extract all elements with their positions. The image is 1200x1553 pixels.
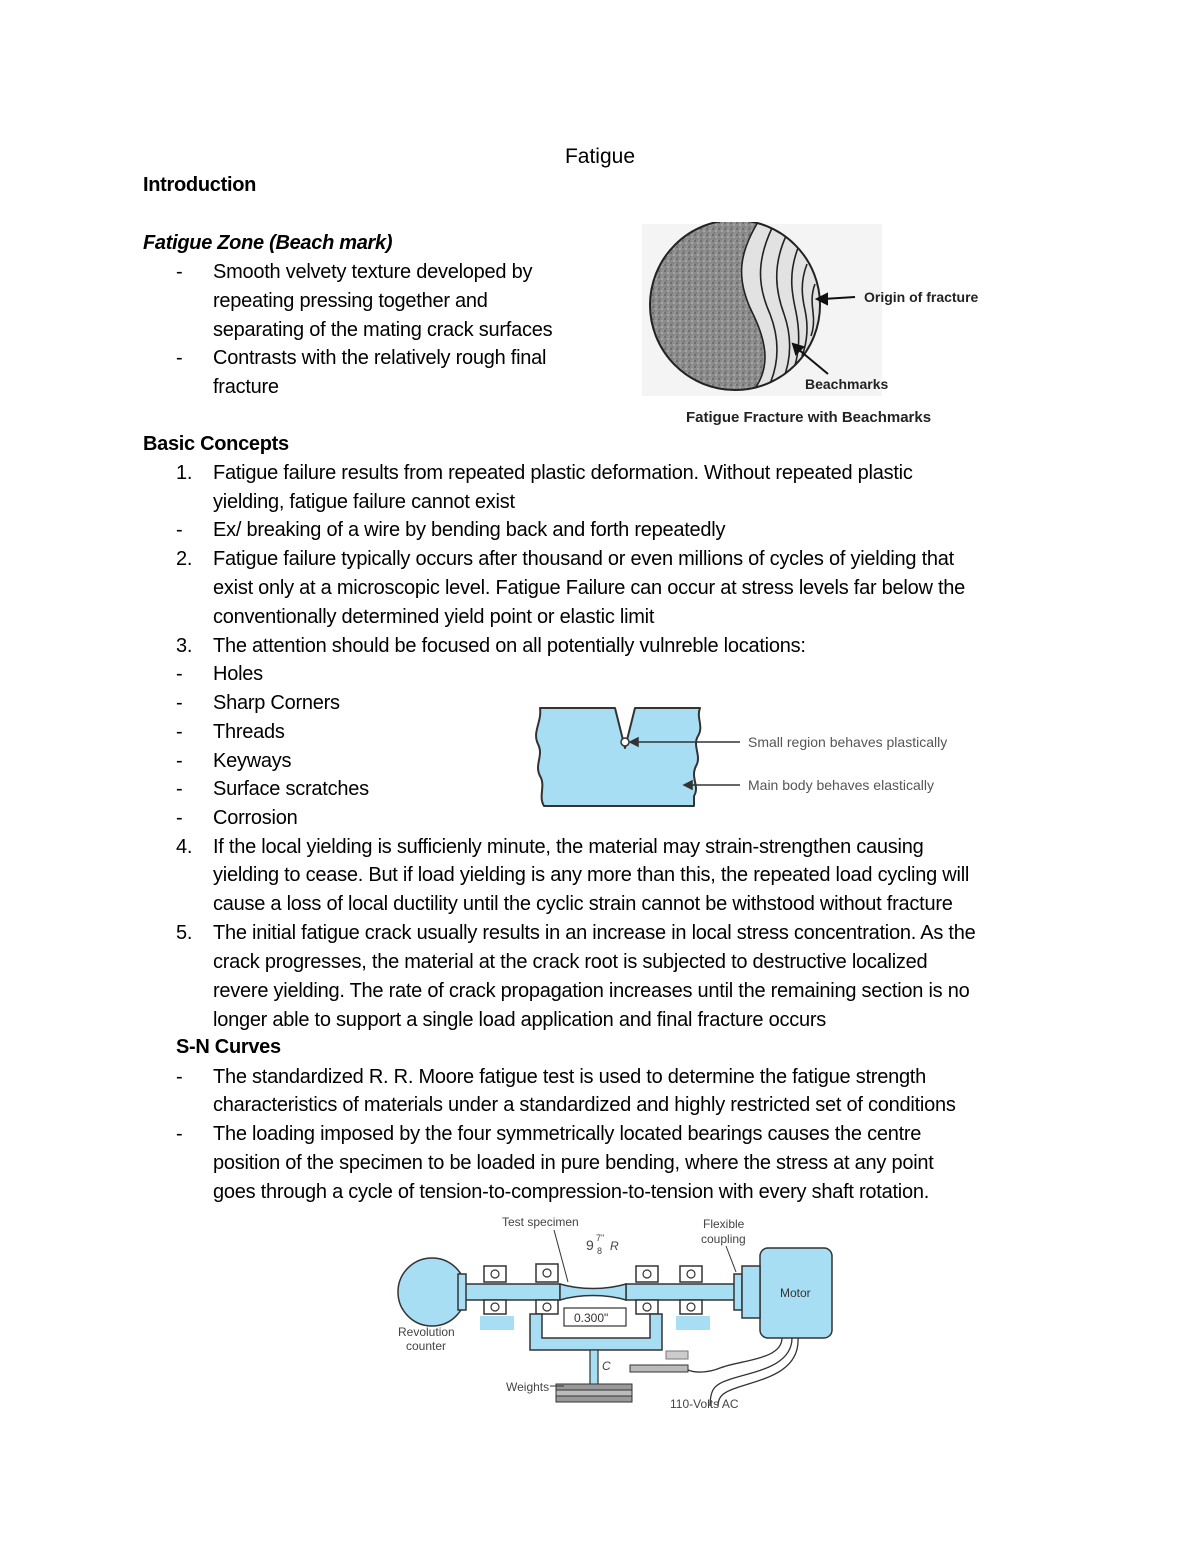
flexible-label: Flexible: [703, 1217, 745, 1231]
figure-caption: Fatigue Fracture with Beachmarks: [686, 409, 932, 426]
moore-test-machine-figure: [390, 1210, 870, 1420]
c-label: C: [602, 1359, 611, 1373]
section-heading-sn-curves: S-N Curves: [176, 1036, 281, 1058]
radius-denominator: 8: [597, 1246, 603, 1256]
document-page: Fatigue Introduction Fatigue Zone (Beach mark) - Smooth velvety texture developed by repeating pressing together and separating of the mating crack surfaces - Contrasts with the relatively rough final fracture Origin of fracture Beachmarks Fatigue Fracture with Beachmarks Basic Concepts 1. Fatigue failure results from repeated plastic deformation. Without repeated plastic yielding, fatigue failure cannot exist - Ex/ breaking of a wire by bending back and forth repeatedly 2. Fatigue failure typically occurs after thousand or even millions of cycles of yielding that exist only at a microscopic level. Fatigue Failure can occur at stress levels far below the conventionally determined yield point or elastic limit 3. The attention should be focused on all potentially vulnreble locations: - Holes - Sharp Corners - Threads - Keyways - Surface scratches - Corrosion 4. If the local yielding is sufficienly minute, the material may strain-strengthen causing yielding to cease. But if load yielding is any more than this, the repeated load cycling will cause a loss of local ductility until the cyclic strain cannot be withstood without fracture 5. The initial fatigue crack usually results in an increase in local stress concentration. As the crack progresses, the material at the crack root is subjected to destructive localized revere yielding. The rate of crack propagation increases until the remaining section is no longer able to support a single load application and final fracture occurs Small region behaves plastically Main body behaves elastically S-N Curves - The standardized R. R. Moore fatigue test is used to determine the fatigue strength characteristics of materials under a standardized and highly restricted set of conditions - The loading imposed by the four symmetrically located bearings causes the centre position of the specimen to be loaded in pure bending, where the stress at any point goes through a cycle of tension-to-compression-to-tension with every shaft rotation. 0.300" Test specimen 9 7" 8 R Flexible coupling Motor Revolution counter C Weights 110-Volts AC: [0, 0, 1200, 1553]
plastic-region-label: Small region behaves plastically: [748, 734, 948, 750]
origin-of-fracture-label: Origin of fracture: [864, 289, 979, 305]
page-title: Fatigue: [564, 145, 636, 168]
notch-plasticity-figure: [530, 700, 980, 815]
radius-whole: 9: [586, 1237, 594, 1253]
section-heading-fatigue-zone: Fatigue Zone (Beach mark): [143, 232, 393, 254]
elastic-body-label: Main body behaves elastically: [748, 777, 934, 793]
fatigue-fracture-figure: [640, 222, 990, 434]
revolution-label: Revolution: [398, 1325, 455, 1339]
coupling-label: coupling: [701, 1232, 746, 1246]
motor-label: Motor: [780, 1286, 811, 1300]
voltage-label: 110-Volts AC: [670, 1397, 739, 1411]
section-heading-introduction: Introduction: [143, 174, 257, 196]
diameter-label: 0.300": [574, 1311, 609, 1325]
test-specimen-label: Test specimen: [502, 1215, 579, 1229]
radius-numerator: 7": [596, 1233, 605, 1243]
weights-label: Weights: [506, 1380, 550, 1394]
beachmarks-label: Beachmarks: [805, 376, 889, 392]
radius-symbol: R: [610, 1239, 619, 1253]
counter-label: counter: [406, 1339, 447, 1353]
section-heading-basic-concepts: Basic Concepts: [143, 433, 289, 455]
